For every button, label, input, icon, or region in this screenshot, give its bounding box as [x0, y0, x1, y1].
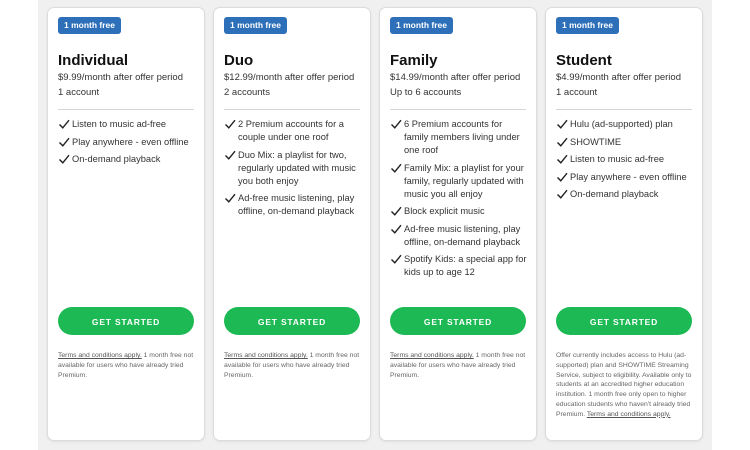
feature-item — [390, 205, 528, 218]
feature-item — [390, 253, 528, 279]
offer-badge: 1 month free — [58, 17, 121, 34]
check-icon — [556, 188, 570, 200]
feature-item — [556, 153, 694, 166]
plan-accounts: 1 account — [58, 87, 100, 98]
offer-badge: 1 month free — [390, 17, 453, 34]
check-icon — [224, 149, 238, 161]
plan-price: $4.99/month after offer period — [556, 72, 681, 83]
terms-link[interactable]: Terms and conditions apply. — [58, 352, 142, 359]
feature-text: Hulu (ad-supported) plan — [570, 119, 673, 129]
plan-card-individual — [48, 8, 204, 440]
plan-card-family — [380, 8, 536, 440]
fine-print-text: 1 month free not available for users who have already tried Premium. — [224, 352, 360, 379]
feature-item — [556, 136, 694, 149]
feature-text: On-demand playback — [570, 189, 659, 199]
feature-text: Ad-free music listening, play offline, on-demand playback — [238, 193, 355, 216]
plan-price: $12.99/month after offer period — [224, 72, 355, 83]
plan-card-duo — [214, 8, 370, 440]
get-started-button[interactable]: GET STARTED — [224, 307, 360, 335]
check-icon — [390, 205, 404, 217]
check-icon — [224, 192, 238, 204]
feature-text: Spotify Kids: a special app for kids up to age 12 — [404, 254, 527, 277]
check-icon — [556, 153, 570, 165]
feature-item — [58, 136, 196, 149]
fine-print — [58, 351, 196, 380]
fine-print — [556, 351, 694, 420]
plan-card-student — [546, 8, 702, 440]
plan-name: Family — [390, 52, 438, 69]
fine-print-text: 1 month free not available for users who have already tried Premium. — [58, 352, 194, 379]
feature-text: Listen to music ad-free — [72, 119, 167, 129]
plan-accounts: 1 account — [556, 87, 598, 98]
feature-list — [556, 118, 694, 206]
feature-item — [224, 118, 362, 144]
feature-item — [556, 188, 694, 201]
check-icon — [58, 136, 72, 148]
fine-print — [390, 351, 528, 380]
feature-item — [390, 223, 528, 249]
check-icon — [556, 118, 570, 130]
feature-item — [58, 153, 196, 166]
check-icon — [556, 171, 570, 183]
feature-item — [556, 171, 694, 184]
fine-print-text: Offer currently includes access to Hulu (ad-supported) plan and SHOWTIME Streaming Service, subject to eligibility. Available only to students at an accredited higher education institution. 1 month free only open to higher education students who haven't already tried Premium. — [556, 352, 692, 418]
feature-item — [556, 118, 694, 131]
feature-text: SHOWTIME — [570, 136, 622, 147]
divider — [58, 109, 194, 110]
feature-item — [224, 149, 362, 188]
feature-text: Play anywhere - even offline — [72, 136, 189, 147]
check-icon — [390, 253, 404, 265]
feature-text: Play anywhere - even offline — [570, 171, 687, 182]
plan-name: Student — [556, 52, 612, 69]
check-icon — [58, 153, 72, 165]
plan-name: Individual — [58, 52, 129, 69]
feature-list — [224, 118, 362, 223]
divider — [224, 109, 360, 110]
divider — [390, 109, 526, 110]
divider — [556, 109, 692, 110]
get-started-button[interactable]: GET STARTED — [58, 307, 194, 335]
plan-accounts: 2 accounts — [224, 87, 270, 98]
fine-print-text: 1 month free not available for users who have already tried Premium. — [390, 352, 526, 379]
get-started-button[interactable]: GET STARTED — [390, 307, 526, 335]
check-icon — [390, 223, 404, 235]
feature-item — [390, 162, 528, 201]
plan-price: $9.99/month after offer period — [58, 72, 183, 83]
feature-item — [224, 192, 362, 218]
fine-print — [224, 351, 362, 380]
plan-name: Duo — [224, 52, 254, 69]
terms-link[interactable]: Terms and conditions apply. — [390, 352, 474, 359]
feature-text: Block explicit music — [404, 206, 485, 216]
check-icon — [390, 118, 404, 130]
check-icon — [556, 136, 570, 148]
check-icon — [390, 162, 404, 174]
terms-link[interactable]: Terms and conditions apply. — [586, 410, 671, 418]
feature-text: Listen to music ad-free — [570, 154, 665, 164]
feature-text: Family Mix: a playlist for your family, regularly updated with music you all enjoy — [404, 162, 524, 199]
plans-section — [38, 0, 712, 450]
feature-item — [390, 118, 528, 157]
check-icon — [58, 118, 72, 130]
get-started-button[interactable]: GET STARTED — [556, 307, 692, 335]
feature-text: 6 Premium accounts for family members living under one roof — [404, 119, 520, 155]
offer-badge: 1 month free — [556, 17, 619, 34]
feature-text: 2 Premium accounts for a couple under one roof — [238, 119, 344, 142]
feature-text: On-demand playback — [72, 154, 161, 164]
offer-badge: 1 month free — [224, 17, 287, 34]
feature-text: Ad-free music listening, play offline, on-demand playback — [404, 223, 521, 247]
plan-price: $14.99/month after offer period — [390, 72, 521, 83]
feature-item — [58, 118, 196, 131]
feature-text: Duo Mix: a playlist for two, regularly updated with music you both enjoy — [238, 149, 356, 186]
check-icon — [224, 118, 238, 130]
feature-list — [58, 118, 196, 171]
plan-accounts: Up to 6 accounts — [390, 87, 462, 98]
feature-list — [390, 118, 528, 284]
terms-link[interactable]: Terms and conditions apply. — [224, 352, 308, 359]
